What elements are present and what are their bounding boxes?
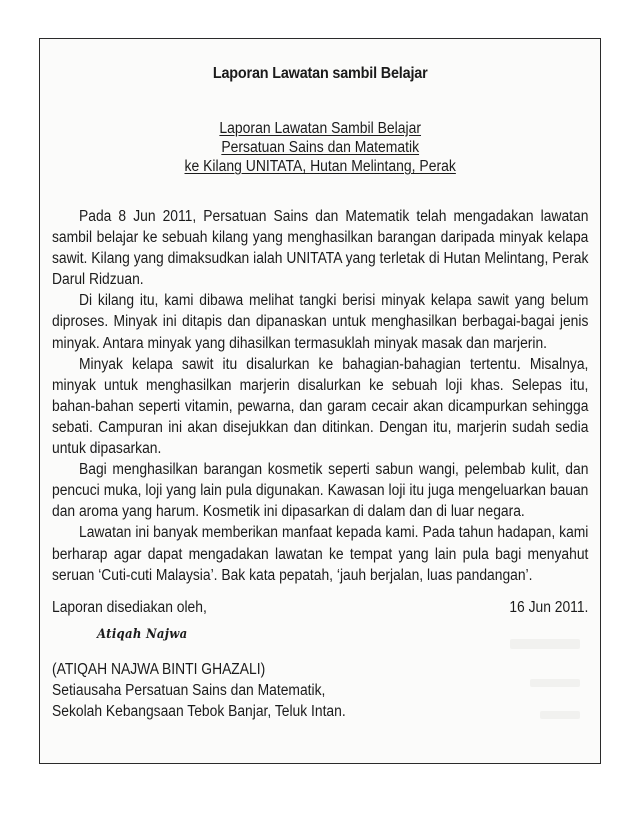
- heading-line-1: Laporan Lawatan Sambil Belajar: [219, 120, 422, 137]
- document-title: Laporan Lawatan sambil Belajar: [212, 65, 428, 82]
- heading-line-2: Persatuan Sains dan Matematik: [221, 139, 420, 156]
- paragraph: Lawatan ini banyak memberikan manfaat kepada kami. Pada tahun hadapan, kami berharap agar dapat mengadakan lawatan ke tempat yang lain pula bagi menyahut seruan ‘Cuti-cuti Malaysia’. Bak kata pepatah, ‘jauh berjalan, luas pandangan’.: [52, 524, 589, 584]
- paragraph: Di kilang itu, kami dibawa melihat tangki berisi minyak kelapa sawit yang belum diproses. Minyak ini ditapis dan dipanaskan untuk menghasilkan berbagai-bagai jenis minyak. Antara minyak yang dihasilkan termasuklah minyak masak dan marjerin.: [52, 292, 589, 352]
- scan-smudge: [510, 639, 580, 649]
- prepared-by-label: Laporan disediakan oleh,: [52, 599, 207, 616]
- signature: Atiqah Najwa: [97, 627, 188, 642]
- scan-smudge: [530, 679, 580, 687]
- paragraph: Pada 8 Jun 2011, Persatuan Sains dan Matematik telah mengadakan lawatan sambil belajar ke sebuah kilang yang menghasilkan barangan daripada minyak kelapa sawit. Kilang yang dimaksudkan ialah UNITATA yang terletak di Hutan Melintang, Perak Darul Ridzuan.: [52, 208, 589, 289]
- signer-position: Setiausaha Persatuan Sains dan Matematik,: [52, 682, 326, 699]
- report-body: [52, 206, 588, 586]
- heading-line-3: ke Kilang UNITATA, Hutan Melintang, Perak: [184, 158, 456, 175]
- signer-school: Sekolah Kebangsaan Tebok Banjar, Teluk Intan.: [52, 703, 346, 720]
- paragraph: Minyak kelapa sawit itu disalurkan ke bahagian-bahagian tertentu. Misalnya, minyak untuk menghasilkan marjerin disalurkan ke sebuah loji khas. Selepas itu, bahan-bahan seperti vitamin, pewarna, dan garam cecair akan dicampurkan sehingga sebati. Campuran ini akan disejukkan dan ditinkan. Dengan itu, marjerin sudah sedia untuk dipasarkan.: [52, 355, 589, 458]
- report-date: 16 Jun 2011.: [509, 599, 589, 616]
- report-heading: [52, 119, 588, 176]
- signer-details: [52, 659, 346, 722]
- document-page: [39, 38, 601, 764]
- scan-smudge: [540, 711, 580, 719]
- paragraph: Bagi menghasilkan barangan kosmetik seperti sabun wangi, pelembab kulit, dan pencuci muka, loji yang lain pula digunakan. Kawasan loji itu juga mengeluarkan bauan dan aroma yang harum. Kosmetik ini dipasarkan di dalam dan di luar negara.: [52, 461, 589, 521]
- signer-name: (ATIQAH NAJWA BINTI GHAZALI): [52, 661, 266, 678]
